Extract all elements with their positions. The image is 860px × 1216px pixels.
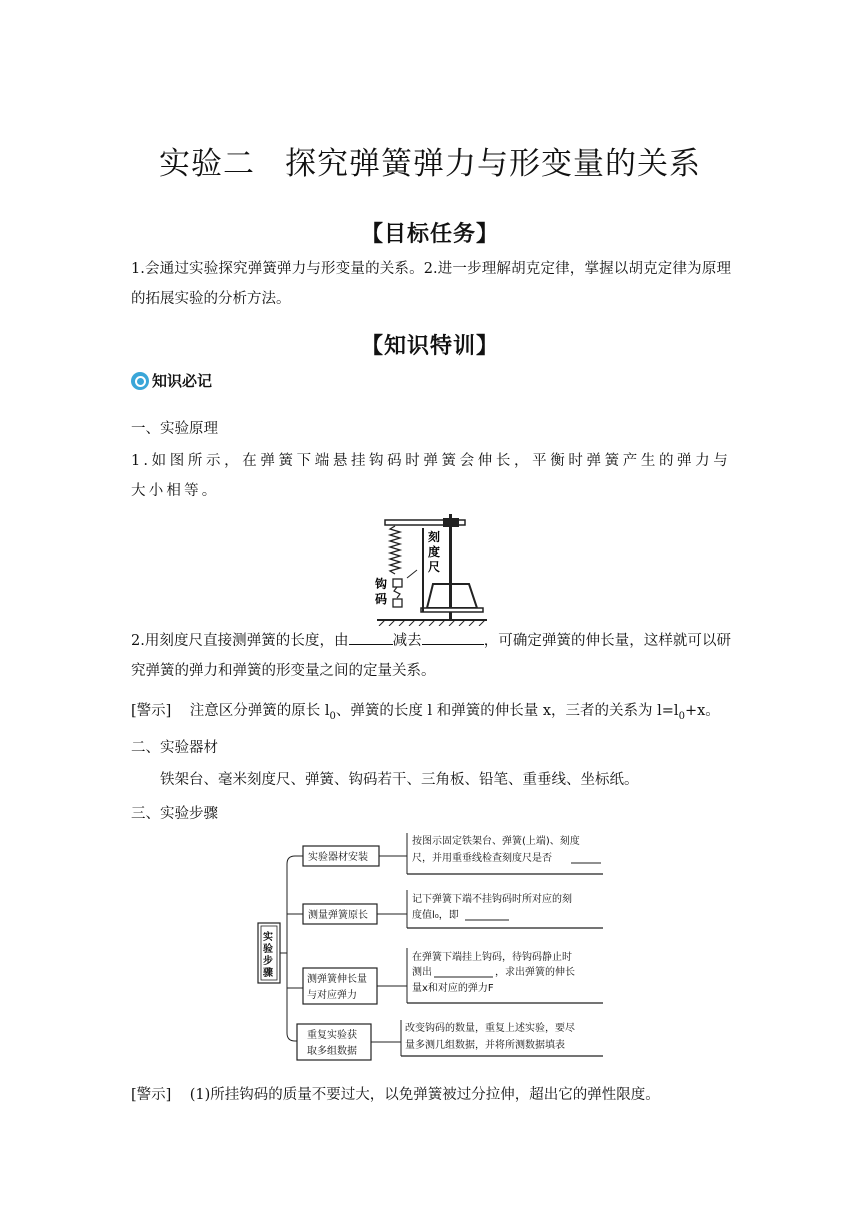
weight-label-1: 钩: [375, 577, 388, 591]
flow-step-1-desc-1: 按图示固定铁架台、弹簧(上端)、刻度: [412, 836, 580, 847]
principle-2-text: 2.用刻度尺直接测弹簧的长度，由 减去 ，可确定弹簧的伸长量，这样就可以研究弹簧的弹力和弹簧的形变量之间的定量关系。: [131, 626, 731, 686]
flow-step-3-desc-1: 在弹簧下端挂上钩码，待钩码静止时: [412, 952, 572, 963]
goal-text: 1.会通过实验探究弹簧弹力与形变量的关系。2.进一步理解胡克定律，掌握以胡克定律为原理的拓展实验的分析方法。: [131, 261, 731, 307]
warning-2: [警示] (1)所挂钩码的质量不要过大，以免弹簧被过分拉伸，超出它的弹性限度。: [131, 1087, 660, 1103]
warning-tag: [警示]: [131, 703, 172, 719]
flow-step-2-box: 测量弹簧原长: [308, 910, 368, 921]
flow-step-2-desc-2: 度值l₀，即: [412, 910, 459, 921]
warning-tag: [警示]: [131, 1087, 172, 1103]
flow-step-3-desc-2: 测出: [412, 967, 432, 978]
knowledge-heading-label: 知识必记: [152, 372, 213, 390]
flow-step-3-desc-3: ，求出弹簧的伸长: [495, 967, 575, 978]
equipment-text: 铁架台、毫米刻度尺、弹簧、钩码若干、三角板、铅笔、重垂线、坐标纸。: [160, 772, 639, 788]
principle-1-text: 1.如图所示，在弹簧下端悬挂钩码时弹簧会伸长，平衡时弹簧产生的弹力与大小相等。: [131, 453, 731, 499]
flow-root-3: 步: [263, 956, 273, 967]
ruler-label-2: 度: [428, 545, 441, 559]
ruler-label-1: 刻: [428, 530, 441, 544]
flow-step-4-desc-1: 改变钩码的数量，重复上述实验，要尽: [405, 1023, 575, 1034]
flow-root-4: 骤: [263, 968, 273, 979]
page-title: 实验二 探究弹簧弹力与形变量的关系: [159, 146, 701, 182]
knowledge-heading: [131, 370, 212, 391]
flow-step-1-box: 实验器材安装: [308, 852, 368, 863]
spring-apparatus-figure: [367, 508, 493, 626]
steps-heading: 三、实验步骤: [131, 806, 218, 822]
flow-step-3-box-2: 与对应弹力: [307, 990, 357, 1001]
flow-step-2-desc-1: 记下弹簧下端不挂钩码时所对应的刻: [412, 894, 572, 905]
flow-root-2: 验: [263, 944, 273, 955]
flow-step-3-desc-4: 量x和对应的弹力F: [412, 983, 494, 994]
ruler-label-3: 尺: [428, 560, 441, 574]
flow-step-4-box-1: 重复实验获: [307, 1030, 357, 1041]
principle-heading: 一、实验原理: [131, 421, 218, 437]
section-goal-heading: 【目标任务】: [360, 222, 499, 247]
flow-step-4-desc-2: 量多测几组数据，并将所测数据填表: [405, 1040, 565, 1051]
warning-1: [警示] 注意区分弹簧的原长 $l_0$、弹簧的长度 l 和弹簧的伸长量 x，三者的关系为 $l=l_0+x$。: [131, 703, 720, 722]
knowledge-icon: [131, 372, 149, 390]
flow-step-3-box-1: 测弹簧伸长量: [307, 974, 367, 985]
flow-step-1-desc-2: 尺，并用重垂线检查刻度尺是否: [412, 853, 552, 864]
steps-flowchart: [255, 828, 607, 1064]
equipment-heading: 二、实验器材: [131, 740, 218, 756]
flow-root-1: 实: [263, 932, 273, 943]
section-training-heading: 【知识特训】: [360, 334, 499, 359]
flow-step-4-box-2: 取多组数据: [307, 1046, 357, 1057]
weight-label-2: 码: [375, 592, 388, 606]
